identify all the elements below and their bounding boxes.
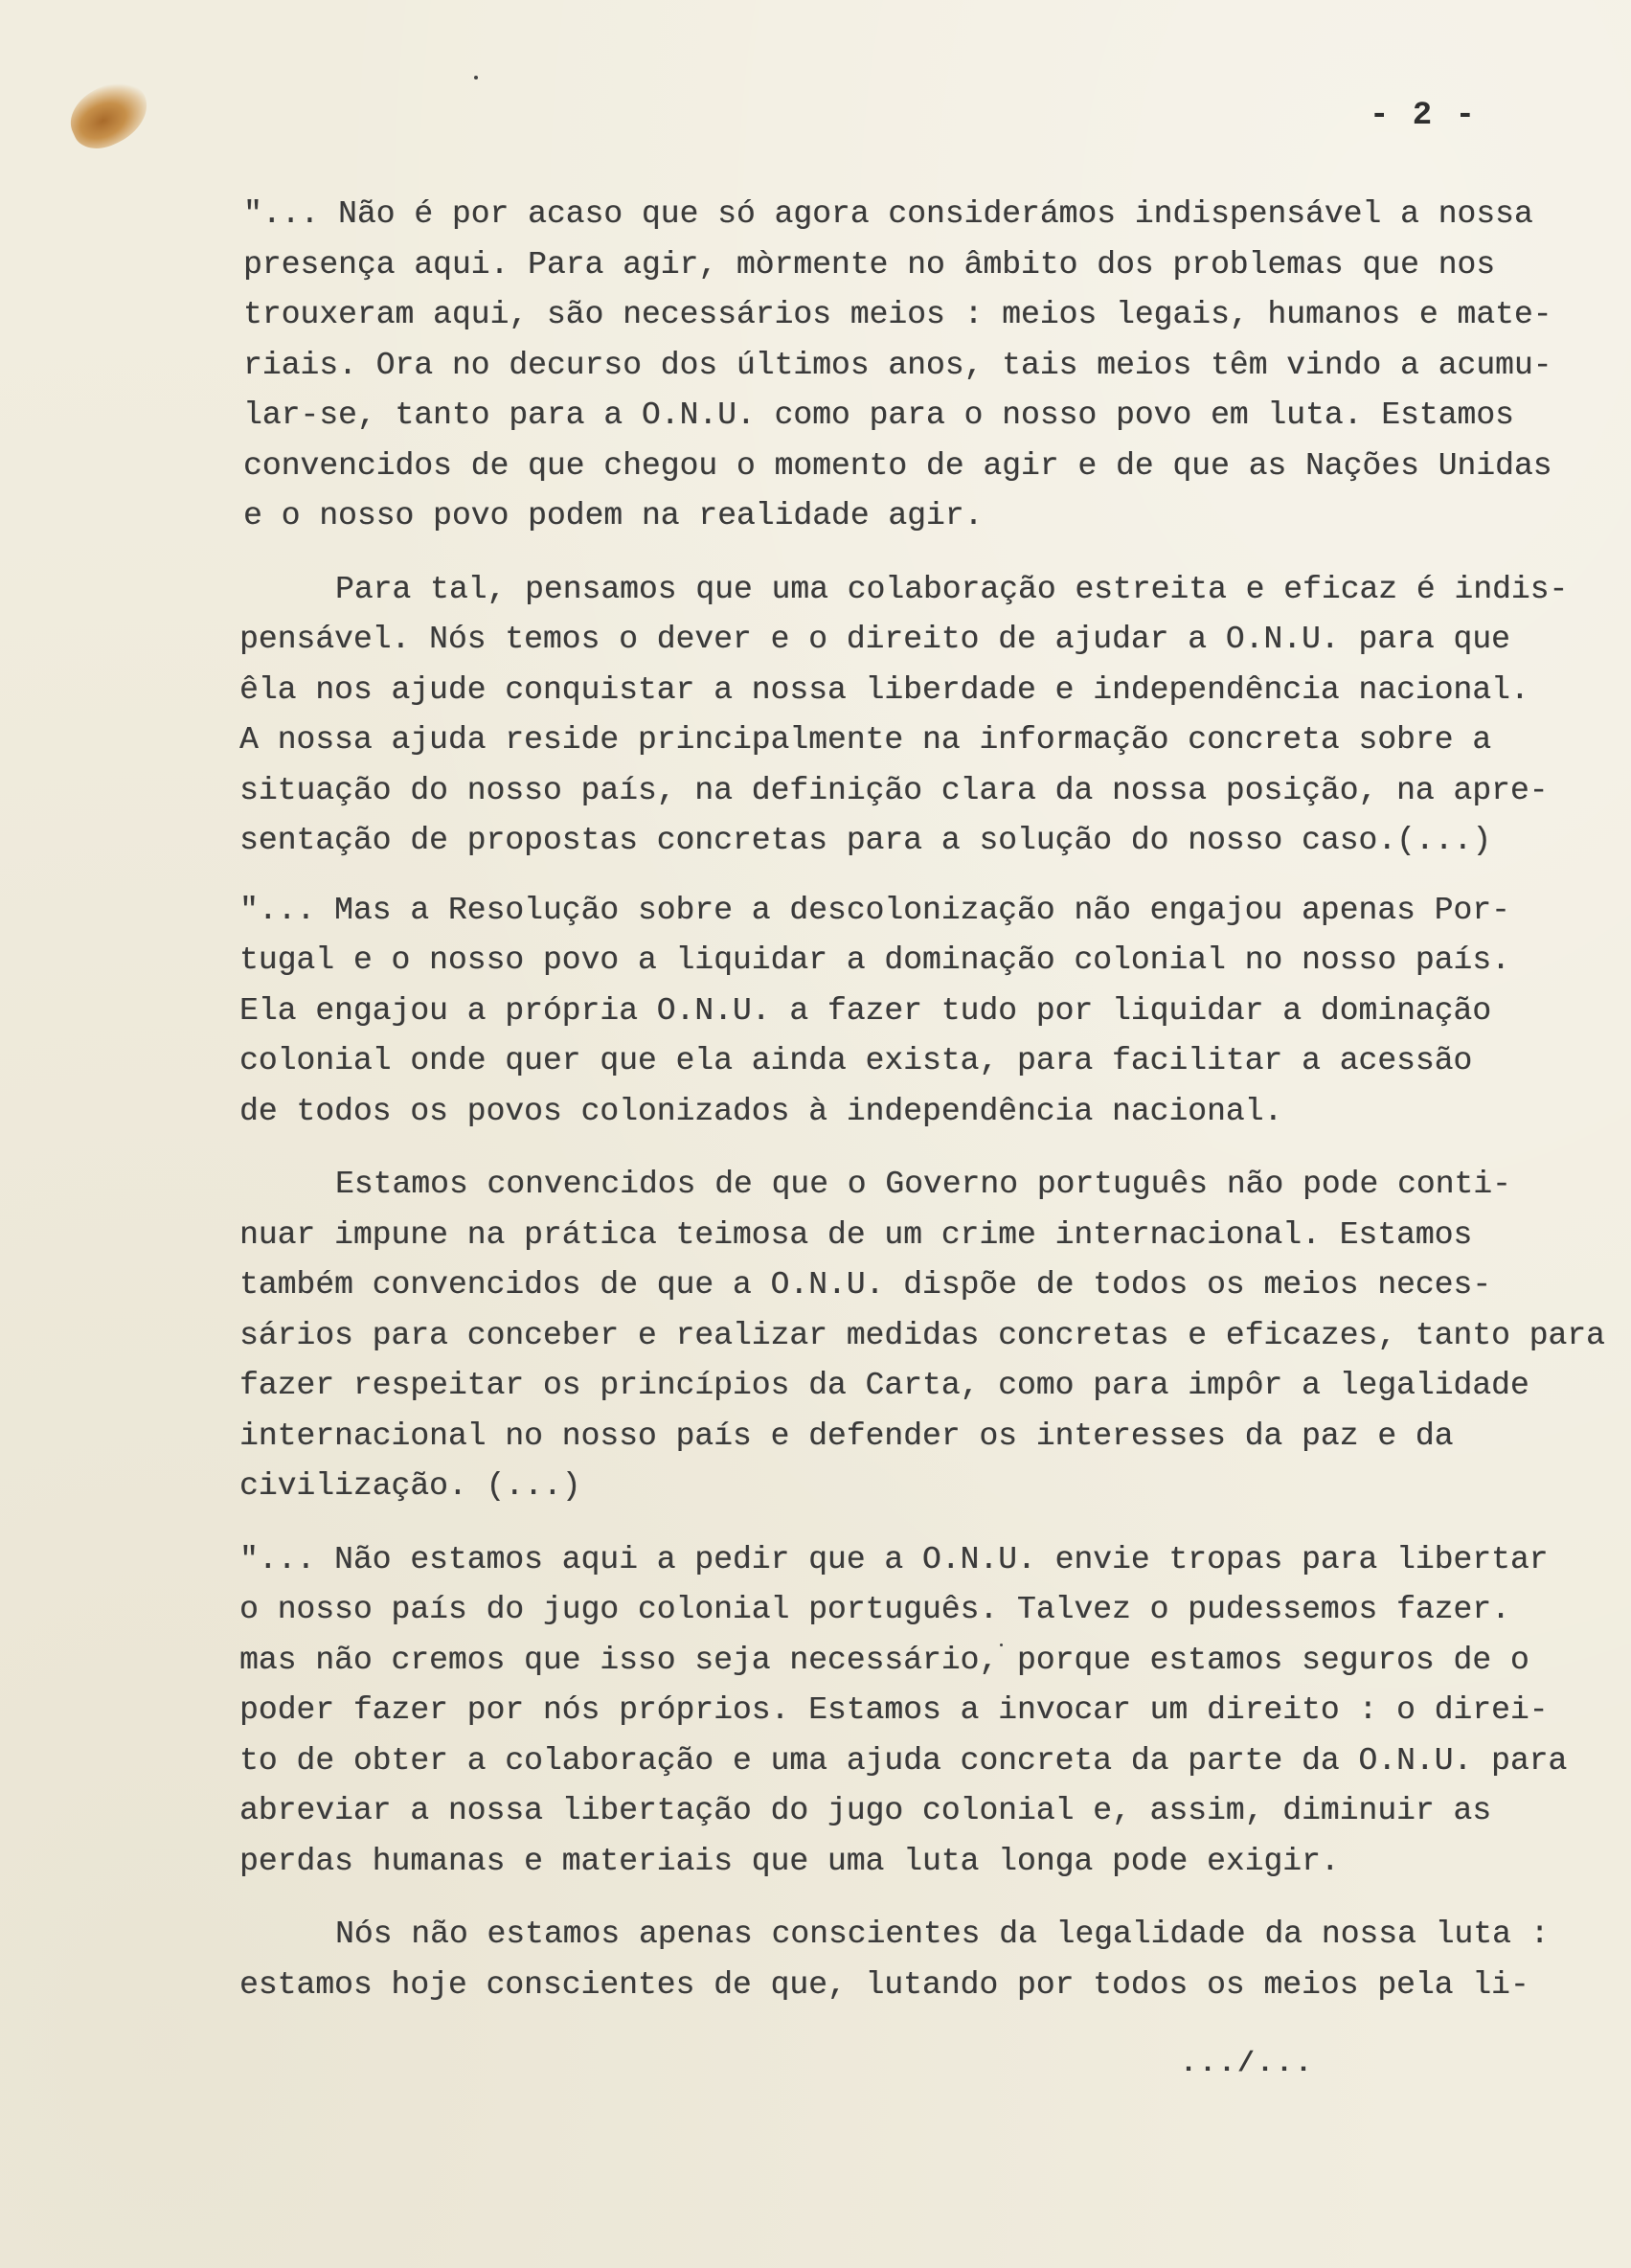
text-line: lar-se, tanto para a O.N.U. como para o nosso povo em luta. Estamos (243, 397, 1514, 433)
text-line: "... Mas a Resolução sobre a descolonização não engajou apenas Por- (239, 892, 1510, 928)
text-line: fazer respeitar os princípios da Carta, como para impôr a legalidade (239, 1368, 1529, 1403)
paragraph (239, 886, 1599, 1138)
text-line: perdas humanas e materiais que uma luta longa pode exigir. (239, 1843, 1340, 1879)
text-line: convencidos de que chegou o momento de agir e de que as Nações Unidas (243, 447, 1552, 484)
text-line: A nossa ajuda reside principalmente na informação concreta sobre a (239, 722, 1492, 758)
text-line: Ela engajou a própria O.N.U. a fazer tudo por liquidar a dominação (239, 992, 1492, 1029)
text-line: e o nosso povo podem na realidade agir. (243, 498, 984, 533)
text-line: riais. Ora no decurso dos últimos anos, tais meios têm vindo a acumu- (243, 347, 1552, 383)
paragraph (243, 190, 1599, 542)
text-line: de todos os povos colonizados à independência nacional. (239, 1093, 1283, 1129)
ink-speck (474, 76, 478, 79)
text-line: trouxeram aqui, são necessários meios : meios legais, humanos e mate- (243, 297, 1552, 332)
continued-marker: .../... (1180, 2048, 1315, 2080)
text-line: poder fazer por nós próprios. Estamos a invocar um direito : o direi- (239, 1692, 1549, 1728)
text-line: estamos hoje conscientes de que, lutando por todos os meios pela li- (239, 1966, 1529, 2003)
text-line: sários para conceber e realizar medidas concretas e eficazes, tanto para (239, 1317, 1605, 1353)
text-line: sentação de propostas concretas para a solução do nosso caso.(...) (239, 823, 1492, 858)
text-line: abreviar a nossa libertação do jugo colonial e, assim, diminuir as (239, 1793, 1492, 1828)
text-line: colonial onde quer que ela ainda exista, para facilitar a acessão (239, 1043, 1473, 1078)
text-line: êla nos ajude conquistar a nossa liberdade e independência nacional. (239, 671, 1529, 708)
text-line: Nós não estamos apenas conscientes da legalidade da nossa luta : (335, 1916, 1550, 1952)
text-line: pensável. Nós temos o dever e o direito de ajudar a O.N.U. para que (239, 622, 1510, 657)
text-line: "... Não estamos aqui a pedir que a O.N.U. envie tropas para libertar (239, 1541, 1549, 1577)
paragraph (239, 1910, 1599, 2010)
text-line: também convencidos de que a O.N.U. dispõe de todos os meios neces- (239, 1267, 1492, 1303)
page-number: - 2 - (1370, 98, 1478, 134)
text-line: internacional no nosso país e defender os interesses da paz e da (239, 1418, 1454, 1454)
text-line: mas não cremos que isso seja necessário, porque estamos seguros de o (239, 1642, 1529, 1678)
text-line: Estamos convencidos de que o Governo português não pode conti- (335, 1167, 1511, 1202)
text-line: nuar impune na prática teimosa de um crime internacional. Estamos (239, 1216, 1473, 1253)
text-line: "... Não é por acaso que só agora considerámos indispensável a nossa (243, 196, 1533, 232)
paragraph (239, 565, 1599, 867)
paragraph (239, 1535, 1599, 1888)
text-line: Para tal, pensamos que uma colaboração estreita e eficaz é indis- (335, 571, 1569, 607)
text-line: situação do nosso país, na definição clara da nossa posição, na apre- (239, 772, 1549, 808)
text-line: tugal e o nosso povo a liquidar a dominação colonial no nosso país. (239, 942, 1510, 978)
text-line: presença aqui. Para agir, mòrmente no âmbito dos problemas que nos (243, 246, 1496, 283)
document-body (239, 190, 1605, 2010)
text-line: o nosso país do jugo colonial português. Talvez o pudessemos fazer. (239, 1592, 1510, 1627)
rust-stain (60, 72, 157, 158)
paragraph (239, 1160, 1605, 1512)
text-line: civilização. (...) (239, 1468, 581, 1504)
text-line: to de obter a colaboração e uma ajuda concreta da parte da O.N.U. para (239, 1742, 1568, 1779)
